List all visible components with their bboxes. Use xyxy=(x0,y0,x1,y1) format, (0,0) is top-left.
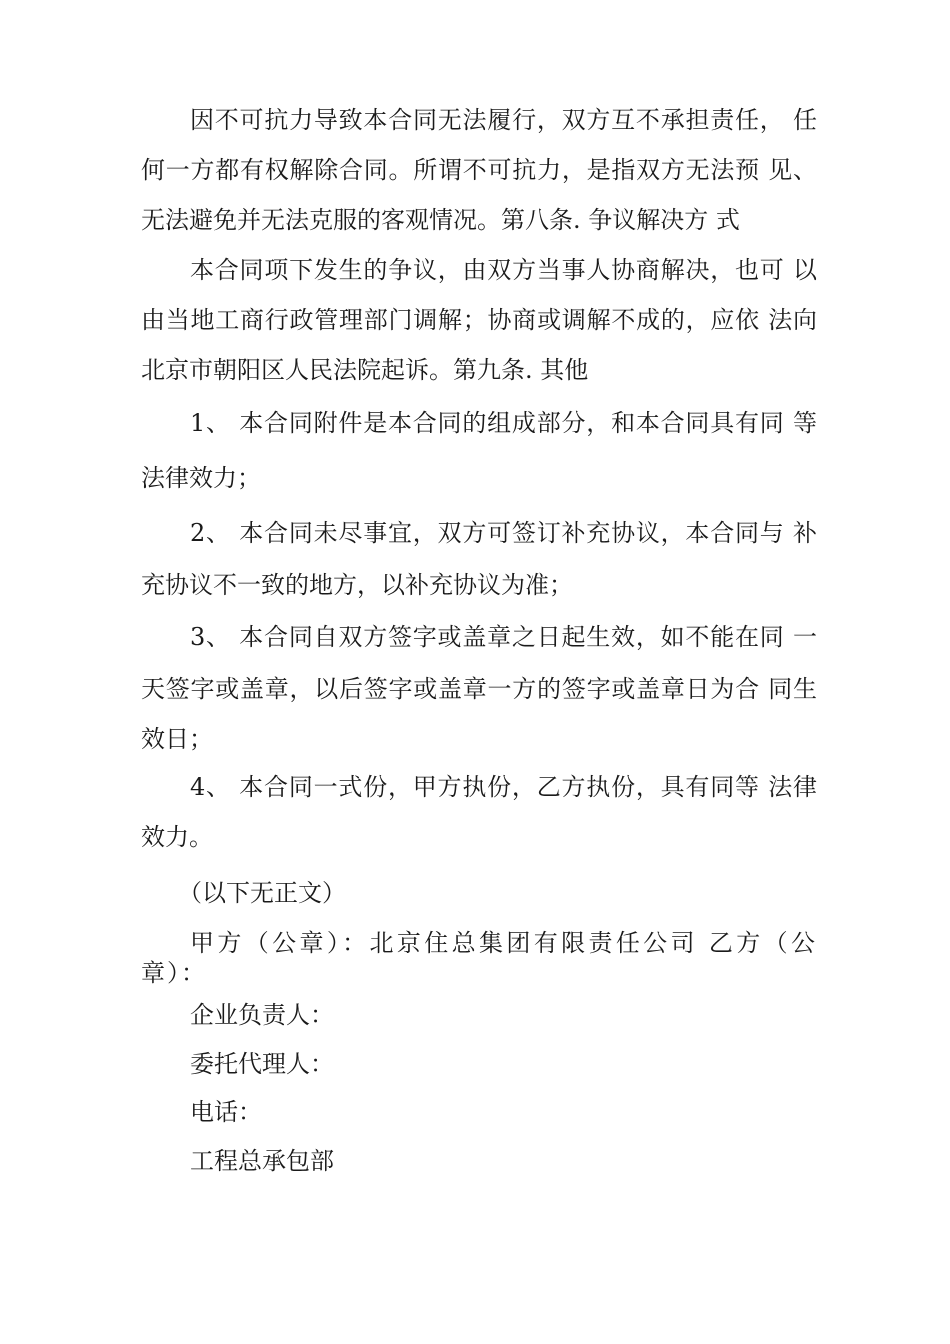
list-item-line: 天签字或盖章，以后签字或盖章一方的签字或盖章日为合 同生 xyxy=(141,675,817,703)
list-item-line: 3、 本合同自双方签字或盖章之日起生效，如不能在同 一 xyxy=(190,623,817,651)
paragraph-line: 因不可抗力导致本合同无法履行，双方互不承担责任， 任 xyxy=(190,106,817,134)
list-item-line: 1、 本合同附件是本合同的组成部分，和本合同具有同 等 xyxy=(190,409,817,437)
paragraph-line: 何一方都有权解除合同。所谓不可抗力，是指双方无法预 见、 xyxy=(141,156,817,184)
list-item-line: 效日； xyxy=(141,725,213,753)
department-label: 工程总承包部 xyxy=(190,1147,334,1175)
party-b-seal-line: 章）： xyxy=(141,959,207,987)
paragraph-line: 北京市朝阳区人民法院起诉。第九条. 其他 xyxy=(141,356,589,384)
list-item-line: 效力。 xyxy=(141,823,213,851)
list-item-line: 法律效力； xyxy=(141,464,261,492)
paragraph-line: 无法避免并无法克服的客观情况。第八条. 争议解决方 式 xyxy=(141,206,740,234)
no-more-text-note: （以下无正文） xyxy=(178,879,346,907)
enterprise-head-label: 企业负责人： xyxy=(190,1001,334,1029)
list-item-line: 4、 本合同一式份，甲方执份，乙方执份，具有同等 法律 xyxy=(190,773,817,801)
paragraph-line: 本合同项下发生的争议，由双方当事人协商解决，也可 以 xyxy=(190,256,817,284)
authorized-agent-label: 委托代理人： xyxy=(190,1050,334,1078)
list-item-line: 2、 本合同未尽事宜，双方可签订补充协议，本合同与 补 xyxy=(190,519,817,547)
paragraph-line: 由当地工商行政管理部门调解；协商或调解不成的，应依 法向 xyxy=(141,306,817,334)
list-item-line: 充协议不一致的地方，以补充协议为准； xyxy=(141,571,573,599)
party-a-seal-line: 甲方（公章）：北京住总集团有限责任公司 乙方（公 xyxy=(190,929,817,957)
phone-label: 电话： xyxy=(190,1098,262,1126)
